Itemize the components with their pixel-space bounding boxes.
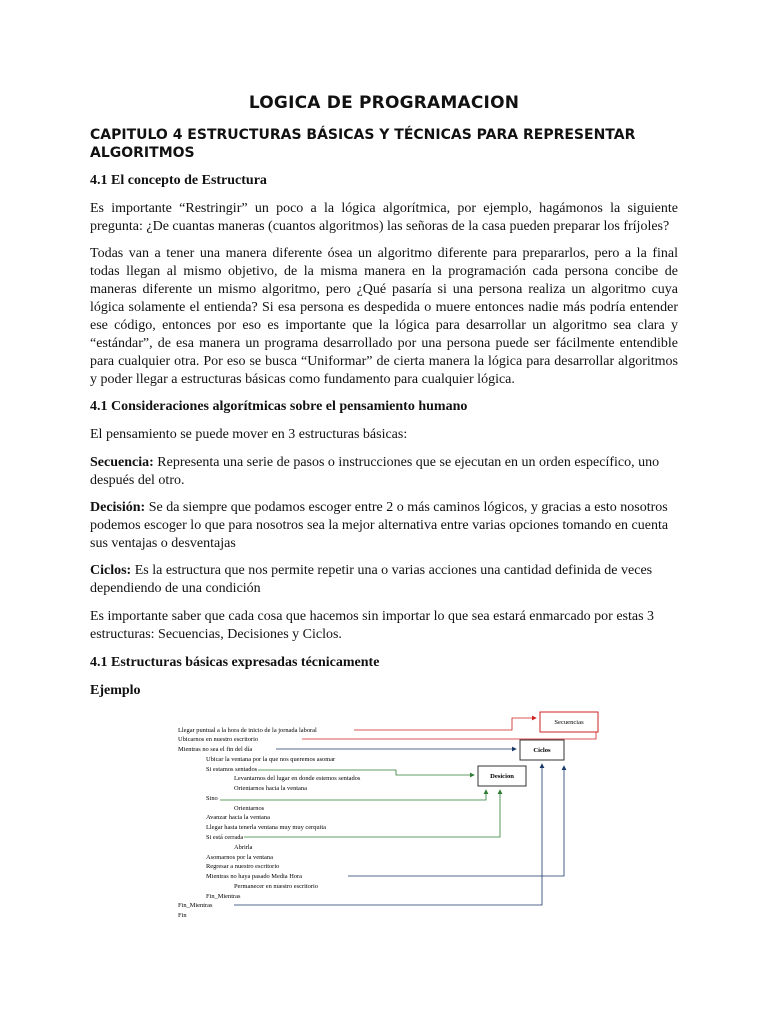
paragraph-restringir: Es importante “Restringir” un poco a la lógica algorítmica, por ejemplo, hagámonos la siguiente pregunta: ¿De cuantas maneras (cuantos algoritmos) las señoras de la casa pueden preparar los fríjoles?	[90, 201, 678, 234]
decision-text: Se da siempre que podamos escoger entre 2 o más caminos lógicos, y gracias a esto nosotros podemos escoger lo que para nosotros sea la mejor alternativa entre varias opciones tomando en cuenta sus ventajas o desventajas	[90, 500, 669, 551]
algorithm-diagram	[176, 704, 584, 924]
ciclos-label: Ciclos:	[90, 563, 132, 578]
paragraph-secuencia	[90, 454, 678, 490]
diagram-line: Regresar a nuestro escritorio	[206, 863, 280, 870]
ciclos-box-label: Ciclos	[533, 747, 551, 754]
section-heading-concepto: 4.1 El concepto de Estructura	[90, 173, 267, 188]
ciclos-text: Es la estructura que nos permite repetir una o varias acciones una cantidad definida de veces dependiendo de una condición	[90, 563, 653, 596]
paragraph-ciclos	[90, 562, 678, 598]
diagram-line: Mientras no sea el fin del día	[178, 746, 253, 753]
diagram-line: Avanzar hacia la ventana	[206, 814, 270, 821]
chapter-title: CAPITULO 4 ESTRUCTURAS BÁSICAS Y TÉCNICAS PARA REPRESENTAR ALGORITMOS	[90, 127, 636, 161]
diagram-line: Abrirla	[234, 844, 253, 851]
diagram-line: Llegar hasta tenerla ventana muy muy cerquita	[206, 824, 326, 831]
decision-box-label: Desicion	[490, 773, 514, 780]
diagram-line: Permanecer en nuestro escritorio	[234, 883, 318, 890]
secuencia-text: Representa una serie de pasos o instrucciones que se ejecutan en un orden específico, uno después del otro.	[90, 455, 660, 488]
section-heading-consideraciones: 4.1 Consideraciones algorítmicas sobre el pensamiento humano	[90, 399, 468, 414]
inner-loop-arrow	[348, 766, 564, 876]
diagram-line: Asomarnos por la ventana	[206, 854, 273, 861]
paragraph-todas: Todas van a tener una manera diferente ósea un algoritmo diferente para prepararlos, pero a la final todas llegan al mismo objetivo, de la misma manera en la programación cada persona concibe de maneras diferente un mismo algoritmo, pero ¿Qué pasaría si una persona realiza un algoritmo cuya lógica solamente el entienda? Si esa persona es despedida o muere entonces nadie más podría entender ese código, entonces por eso es importante que la lógica para desarrollar un algoritmo sea clara y “estándar”, de esa manera un programa desarrollado por una persona puede ser fácilmente entendible para cualquier otra. Por eso se busca “Uniformar” de cierta manera la lógica para desarrollar algoritmos y poder llegar a estructuras básicas como fundamento para cualquier lógica.	[90, 246, 678, 387]
page-title: LOGICA DE PROGRAMACION	[248, 93, 520, 113]
diagram-line: Mientras no haya pasado Media Hora	[206, 873, 303, 880]
diagram-line: Si estamos sentados	[206, 766, 258, 773]
paragraph-decision	[90, 499, 678, 553]
diagram-line: Orientarnos	[234, 805, 265, 812]
sequence-arrow-2	[302, 732, 596, 739]
secuencia-label: Secuencia:	[90, 455, 154, 470]
diagram-line: Sino	[206, 795, 218, 802]
secuencias-box-label: Secuencias	[554, 719, 584, 726]
diagram-line: Fin_Mientras	[178, 902, 213, 909]
section-heading-tecnicas: 4.1 Estructuras básicas expresadas técnicamente	[90, 655, 380, 670]
diagram-line: Si está cerrada	[206, 834, 244, 841]
diagram-line: Llegar puntual a la hora de inicio de la jornada laboral	[178, 727, 317, 734]
paragraph-intro: El pensamiento se puede mover en 3 estructuras básicas:	[90, 427, 408, 442]
diagram-line: Orientarnos hacia la ventana	[234, 785, 307, 792]
diagram-line: Ubicarnos en nuestro escritorio	[178, 736, 259, 743]
paragraph-closing: Es importante saber que cada cosa que hacemos sin importar lo que sea estará enmarcado por estas 3 estructuras: Secuencias, Decisiones y Ciclos.	[90, 609, 655, 642]
decision-label: Decisión:	[90, 500, 146, 515]
example-label: Ejemplo	[90, 683, 141, 698]
diagram-line: Fin_Mientras	[206, 893, 241, 900]
diagram-line: Ubicar la ventana por la que nos queremos asomar	[206, 756, 336, 763]
diagram-line: Levantarnos del lugar en donde estemos sentados	[234, 775, 361, 782]
diagram-line: Fin	[178, 912, 187, 919]
sequence-arrow	[354, 718, 536, 730]
